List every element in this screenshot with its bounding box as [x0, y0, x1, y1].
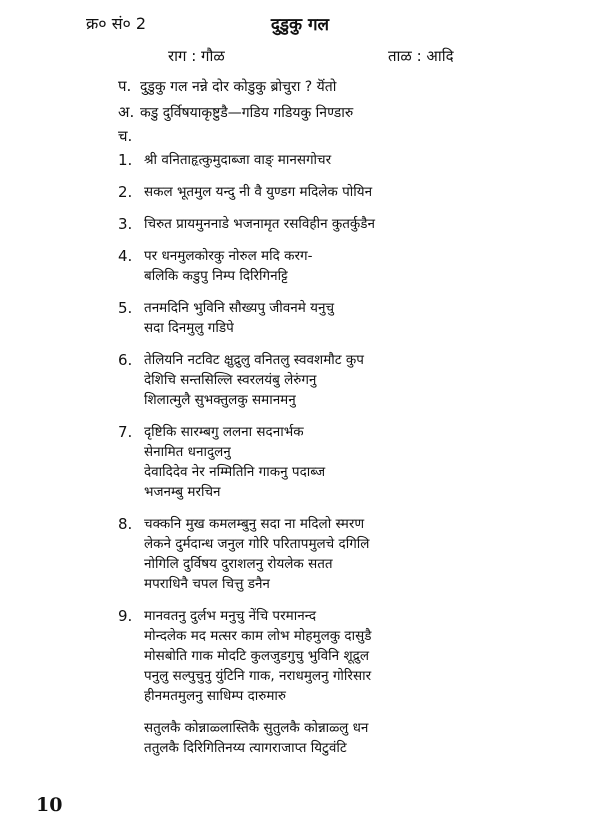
stanza-line: सतुलकै कोन्नाळ्लास्तिकै सुतुलकै कोन्नाळ्लु धन [144, 720, 369, 736]
stanza-line: चक्कनि मुख कमलम्बुनु सदा ना मदिलो स्मरण [144, 516, 365, 532]
stanza-number: 9. [118, 607, 133, 625]
stanza-line: मोसबोति गाक मोदटि कुलजुडगुचु भुविनि शूद्रुल [144, 648, 369, 664]
stanza-line: तनमदिनि भुविनि सौख्यपु जीवनमे यनुचु [144, 300, 335, 316]
stanza-number: 4. [118, 247, 133, 265]
stanza-line: लेकने दुर्मदान्ध जनुल गोरि परितापमुलचे दगिलि [144, 536, 370, 552]
stanza-lines [144, 182, 558, 202]
stanza-line: मानवतनु दुर्लभ मनुचु नेंचि परमानन्द [144, 608, 317, 624]
stanza-line: सदा दिनमुलु गडिपे [144, 320, 234, 336]
tala-label: ताळ : आदि [388, 47, 454, 65]
song-title: दुडुकु गल [270, 15, 330, 35]
stanza-line: देशिचि सन्तसिल्लि स्वरलयंबु लेरुंगनु [144, 372, 317, 388]
charanam-stanza [118, 606, 558, 706]
stanza-line: भजनम्बु मरचिन [144, 484, 221, 500]
stanza-line: सकल भूतमुल यन्दु नी वै युण्डग मदिलेक पोयिन [144, 184, 373, 200]
stanza-number: 5. [118, 299, 133, 317]
charanam-stanza [118, 214, 558, 234]
stanza-line: दृष्टिकि सारम्बगु ललना सदनार्भक [144, 424, 304, 440]
stanza-number: 7. [118, 423, 133, 441]
anupallavi-marker: अ. [118, 103, 135, 121]
stanza-lines [144, 422, 558, 502]
pallavi-marker: प. [118, 77, 132, 95]
stanza-line: हीनमतमुलनु साधिम्प दारुमारु [144, 688, 287, 704]
stanza-number: 3. [118, 215, 133, 233]
stanza-number: 6. [118, 351, 133, 369]
stanza-line: श्री वनिताहृत्कुमुदाब्जा वाङ् मानसगोचर [144, 152, 332, 168]
charanam-stanza [118, 718, 558, 758]
stanza-number: 2. [118, 183, 133, 201]
page-number: 10 [36, 794, 63, 816]
stanza-lines [144, 150, 558, 170]
charanam-list [118, 150, 558, 770]
raga-label: राग : गौळ [168, 47, 225, 65]
stanza-line: नोगिलि दुर्विषय दुराशलनु रोयलेक सतत [144, 556, 333, 572]
stanza-lines [144, 298, 558, 338]
kriti-number: क्र० सं० 2 [86, 14, 147, 33]
stanza-line: पर धनमुलकोरकु नोरुल मदि करग- [144, 248, 313, 264]
stanza-line: ततुलकै दिरिगितिनय्य त्यागराजाप्त यिटुवंटि [144, 740, 347, 756]
charanam-stanza [118, 422, 558, 502]
stanza-line: शिलात्मुलै सुभक्तुलकु समानमनु [144, 392, 296, 408]
stanza-lines [144, 514, 558, 594]
stanza-lines [144, 350, 558, 410]
charanam-stanza [118, 150, 558, 170]
stanza-line: तेलियनि नटविट क्षुद्रुलु वनितलु स्ववशमौट कुप [144, 352, 364, 368]
stanza-line: चिरुत प्रायमुननाडे भजनामृत रसविहीन कुतर्कुडैन [144, 216, 376, 232]
stanza-lines [144, 606, 558, 706]
anupallavi-text: कडु दुर्विषयाकृष्टुडै—गडिय गडियकु निण्डारु [140, 105, 354, 121]
stanza-number: 1. [118, 151, 133, 169]
stanza-number: 8. [118, 515, 133, 533]
stanza-line: सेनामित धनादुलनु [144, 444, 231, 460]
charanam-stanza [118, 182, 558, 202]
stanza-lines [144, 246, 558, 286]
charanam-stanza [118, 246, 558, 286]
pallavi-text: दुडुकु गल नन्ने दोर कोडुकु ब्रोचुरा ? यॆंतो [140, 79, 337, 95]
stanza-line: देवादिदेव नेर नम्मितिनि गाकनु पदाब्ज [144, 464, 326, 480]
stanza-line: बलिकि कडुपु निम्प दिरिगिनट्टि [144, 268, 288, 284]
stanza-line: पनुलु सल्पुचुनु युंटिनि गाक, नराधमुलनु गोरिसार [144, 668, 372, 684]
stanza-line: मोन्दलेक मद मत्सर काम लोभ मोहमुलकु दासुडै [144, 628, 372, 644]
charanam-stanza [118, 514, 558, 594]
charanam-stanza [118, 350, 558, 410]
stanza-lines [144, 718, 558, 758]
stanza-lines [144, 214, 558, 234]
stanza-line: मपराधिनै चपल चित्तु डनैन [144, 576, 270, 592]
stanza-number [118, 718, 144, 758]
charanam-marker: च. [118, 127, 133, 145]
charanam-stanza [118, 298, 558, 338]
